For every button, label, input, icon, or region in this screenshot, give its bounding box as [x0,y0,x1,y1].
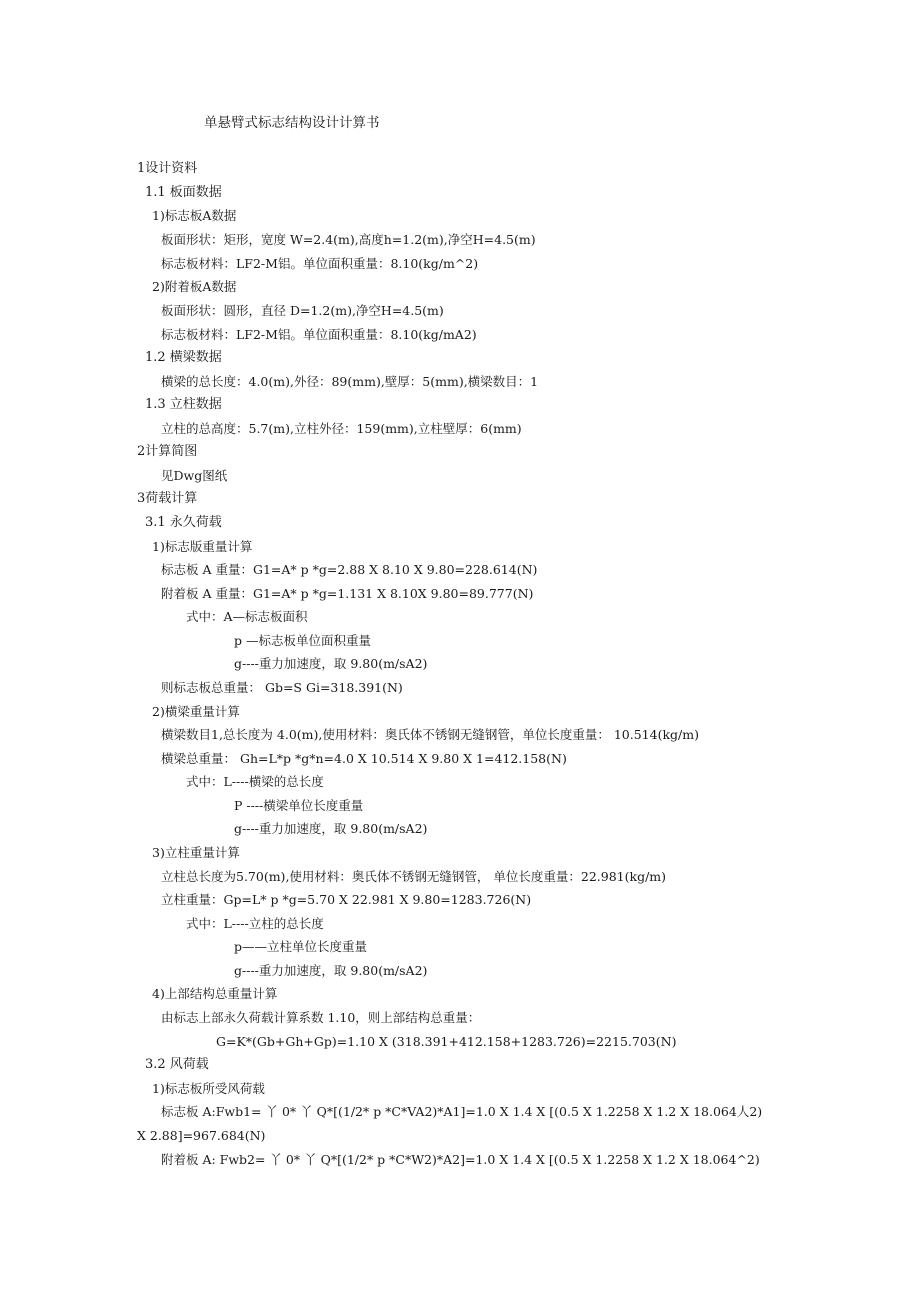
formula-note: p——立柱单位长度重量 [234,939,368,954]
formula-line: 标志板 A 重量：G1=A* p *g=2.88 X 8.10 X 9.80=228.614(N) [161,562,538,577]
formula-line: X 2.88]=967.684(N) [137,1128,266,1143]
item-heading: 1)标志板所受风荷载 [152,1081,265,1096]
formula-note: g----重力加速度，取 9.80(m/sA2) [234,656,428,671]
formula-note: p —标志板单位面积重量 [234,633,371,648]
subsection-heading: 1.3 立柱数据 [145,397,222,412]
item-heading: 1)标志板A数据 [152,208,237,223]
formula-line: G=K*(Gb+Gh+Gp)=1.10 X (318.391+412.158+1283.726)=2215.703(N) [216,1034,677,1049]
formula-note: P ----横梁单位长度重量 [234,798,364,813]
text-line: 立柱的总高度：5.7(m),立柱外径：159(mm),立柱壁厚：6(mm) [161,421,522,436]
item-heading: 2)横梁重量计算 [152,704,240,719]
subsection-heading: 1.2 横梁数据 [145,350,222,365]
text-line: 由标志上部永久荷载计算系数 1.10，则上部结构总重量： [161,1010,481,1025]
subsection-heading: 3.2 风荷载 [145,1057,209,1072]
formula-note: 式中：A—标志板面积 [186,609,308,624]
section-heading: 2计算简图 [137,444,198,459]
text-line: 标志板材料：LF2-M铝。单位面积重量：8.10(kg/mA2) [161,327,477,342]
item-heading: 2)附着板A数据 [152,279,237,294]
item-heading: 1)标志版重量计算 [152,539,253,554]
formula-note: 式中：L----横梁的总长度 [186,774,324,789]
text-line: 横梁的总长度：4.0(m),外径：89(mm),壁厚：5(mm),横梁数目：1 [161,374,539,389]
section-heading: 3荷载计算 [137,491,198,506]
formula-line: 立柱重量：Gp=L* p *g=5.70 X 22.981 X 9.80=1283.726(N) [161,892,532,907]
subsection-heading: 3.1 永久荷载 [145,515,222,530]
formula-line: 附着板 A: Fwb2= 丫 0* 丫 Q*[(1/2* p *C*W2)*A2]=1.0 X 1.4 X [(0.5 X 1.2258 X 1.2 X 18.064^2) [161,1152,760,1167]
text-line: 板面形状：矩形，宽度 W=2.4(m),高度h=1.2(m),净空H=4.5(m) [161,232,536,247]
text-line: 见Dwg图纸 [161,468,228,483]
document-title: 单悬臂式标志结构设计计算书 [204,115,380,131]
subsection-heading: 1.1 板面数据 [145,185,222,200]
item-heading: 4)上部结构总重量计算 [152,986,278,1001]
formula-line: 附着板 A 重量：G1=A* p *g=1.131 X 8.10X 9.80=89.777(N) [161,586,534,601]
formula-note: g----重力加速度，取 9.80(m/sA2) [234,821,428,836]
formula-line: 横梁总重量： Gh=L*p *g*n=4.0 X 10.514 X 9.80 X 1=412.158(N) [161,751,567,766]
item-heading: 3)立柱重量计算 [152,845,240,860]
text-line: 标志板材料：LF2-M铝。单位面积重量：8.10(kg/m^2) [161,256,479,271]
formula-note: g----重力加速度，取 9.80(m/sA2) [234,963,428,978]
formula-note: 式中：L----立柱的总长度 [186,916,324,931]
text-line: 立柱总长度为5.70(m),使用材料：奥氏体不锈钢无缝钢管， 单位长度重量：22.981(kg/m) [161,869,667,884]
formula-line: 标志板 A:Fwb1= 丫 0* 丫 Q*[(1/2* p *C*VA2)*A1]=1.0 X 1.4 X [(0.5 X 1.2258 X 1.2 X 18.064人2) [161,1104,763,1119]
section-heading: 1设计资料 [137,161,198,176]
text-line: 横梁数目1,总长度为 4.0(m),使用材料：奥氏体不锈钢无缝钢管，单位长度重量： 10.514(kg/m) [161,727,699,742]
text-line: 板面形状：圆形，直径 D=1.2(m),净空H=4.5(m) [161,303,444,318]
formula-line: 则标志板总重量： Gb=S Gi=318.391(N) [161,680,403,695]
